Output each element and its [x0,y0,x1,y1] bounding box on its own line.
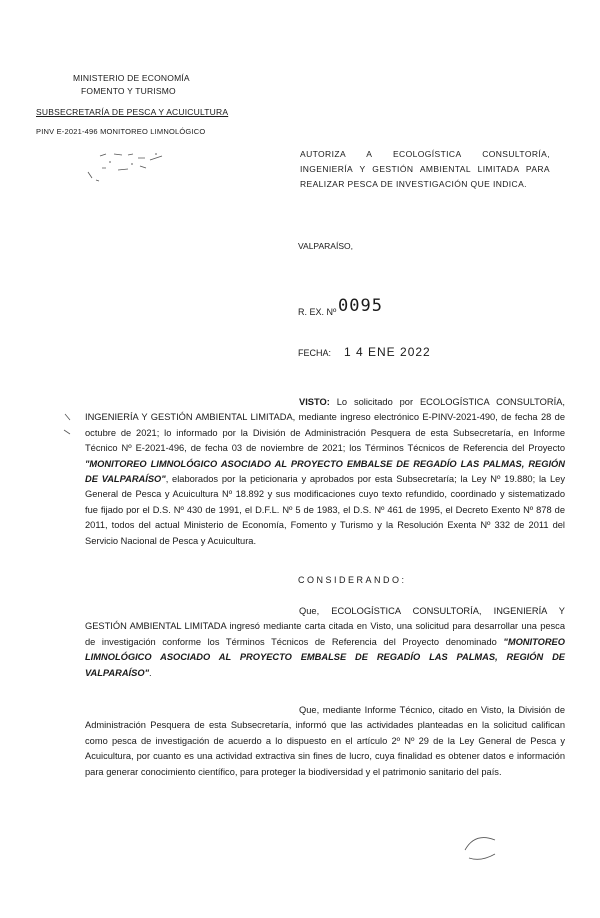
ministry-line-2: FOMENTO Y TURISMO [81,86,176,96]
que1-text-b: . [148,667,152,678]
reference-code: PINV E-2021-496 MONITOREO LIMNOLÓGICO [36,127,206,136]
rex-label: R. EX. Nº [298,307,337,317]
visto-project-name: "MONITOREO LIMNOLÓGICO ASOCIADO AL PROYECTO EMBALSE DE REGADÍO LAS PALMAS, REGIÓN DE VALPARAÍSO" [85,458,565,485]
considerando-heading: CONSIDERANDO: [298,575,407,585]
ministry-line-1: MINISTERIO DE ECONOMÍA [73,73,190,83]
visto-text-a: Lo solicitado por ECOLOGÍSTICA CONSULTORÍA, INGENIERÍA Y GESTIÓN AMBIENTAL LIMITADA, mediante ingreso electrónico E-PINV-2021-490, de fecha 28 de octubre de 2021; lo informado por la División de Administración Pesquera de esta Subsecretaría, en Informe Técnico Nº E-2021-496, de fecha 03 de noviembre de 2021; los Términos Técnicos de Referencia del Proyecto [85,397,565,454]
visto-text-b: , elaborados por la peticionaria y aprobados por esta Subsecretaría; la Ley Nº 19.880; la Ley General de Pesca y Acuicultura Nº 18.892 y sus modificaciones cuyo texto refundido, coordinado y sistematizado fue fijado por el D.S. Nº 430 de 1991, el D.F.L. Nº 5 de 1983, el D.S. Nº 461 de 1995, el Decreto Exento Nº 878 de 2011, todos del actual Ministerio de Economía, Fomento y Turismo y la Resolución Exenta Nº 332 de 2011 del Servicio Nacional de Pesca y Acuicultura. [85,474,565,546]
city-line: VALPARAÍSO, [298,241,353,251]
stamp-mark [80,140,190,190]
considerando-paragraph-2: Que, mediante Informe Técnico, citado en Visto, la División de Administración Pesquera de esta Subsecretaría, informó que las actividades planteadas en la solicitud califican como pesca de investigación de acuerdo a lo dispuesto en el artículo 2º Nº 29 de la Ley General de Pesca y Acuicultura, por cuanto es una actividad extractiva sin fines de lucro, cuya finalidad es obtener datos e información para generar conocimiento científico, para proteger la biodiversidad y el patrimonio sanitario del país. [85,705,565,777]
resolution-title: AUTORIZA A ECOLOGÍSTICA CONSULTORÍA, INGENIERÍA Y GESTIÓN AMBIENTAL LIMITADA PARA REALIZAR PESCA DE INVESTIGACIÓN QUE INDICA. [300,149,550,189]
visto-label: VISTO: [299,397,330,407]
que1-project-name: "MONITOREO LIMNOLÓGICO ASOCIADO AL PROYECTO EMBALSE DE REGADÍO LAS PALMAS, REGIÓN DE VALPARAÍSO" [85,636,565,678]
considerando-paragraph-1 [85,604,565,681]
faint-seal-mark [445,820,525,870]
undersecretariat: SUBSECRETARÍA DE PESCA Y ACUICULTURA [36,107,229,117]
que1-text-a: Que, ECOLOGÍSTICA CONSULTORÍA, INGENIERÍA Y GESTIÓN AMBIENTAL LIMITADA ingresó mediante carta citada en Visto, una solicitud para desarrollar una pesca de investigación conforme los Términos Técnicos de Referencia del Proyecto denominado [85,606,565,647]
rex-number: 0095 [338,296,383,316]
date-label: FECHA: [298,348,332,358]
date-stamp: 1 4 ENE 2022 [344,345,431,359]
margin-mark [62,410,74,440]
visto-paragraph [85,395,565,549]
